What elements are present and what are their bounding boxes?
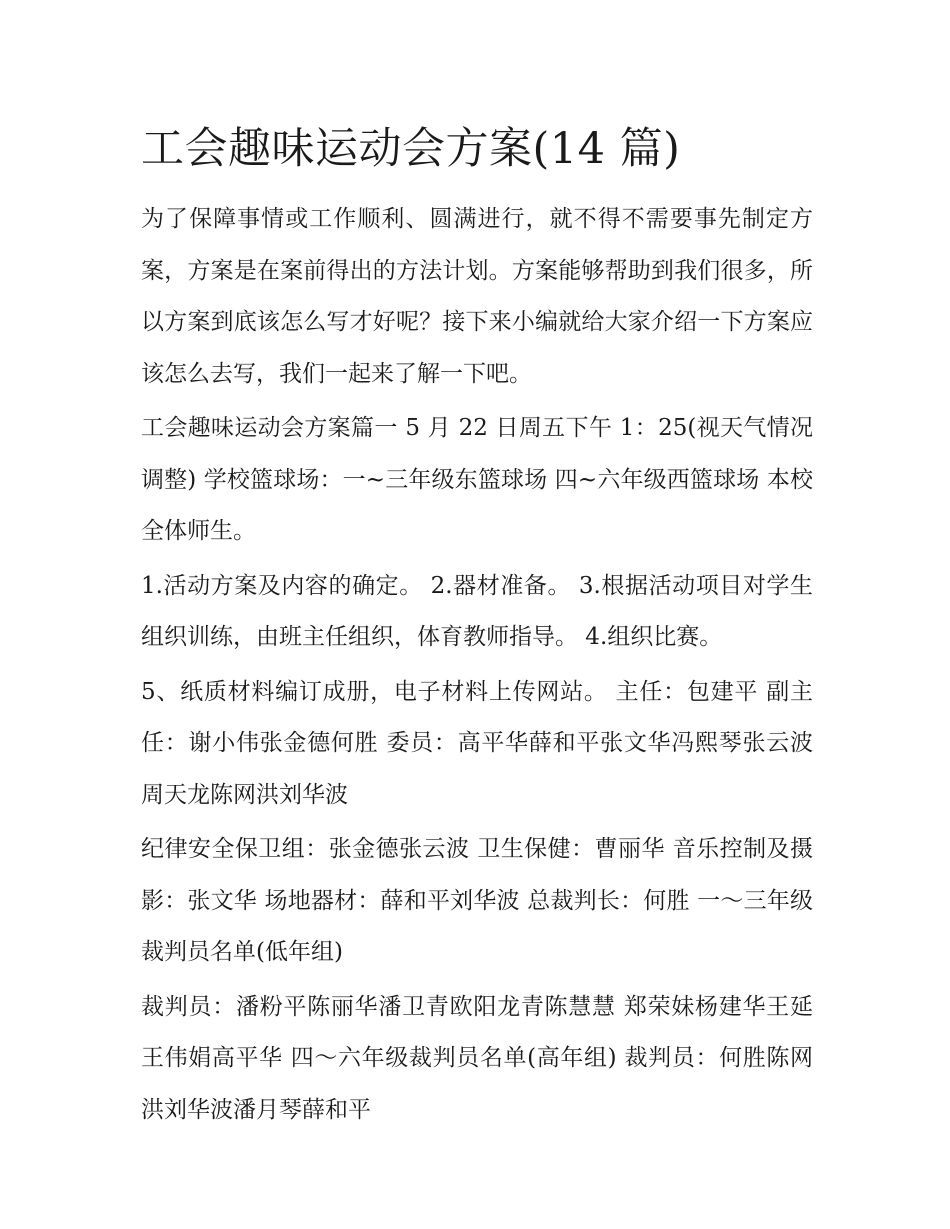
paragraph-work-groups: 纪律安全保卫组：张金德张云波 卫生保健：曹丽华 音乐控制及摄影：张文华 场地器材：薛和平刘华波 总裁判长：何胜 一～三年级裁判员名单(低年组) [141, 836, 813, 965]
paragraph-committee: 5、纸质材料编订成册，电子材料上传网站。 主任：包建平 副主任：谢小伟张金德何胜 委员：高平华薛和平张文华冯熙琴张云波周天龙陈网洪刘华波 [141, 678, 813, 808]
paragraph-preparation-steps: 1.活动方案及内容的确定。 2.器材准备。 3.根据活动项目对学生组织训练，由班主任组织，体育教师指导。 4.组织比赛。 [141, 572, 813, 650]
paragraph-referees: 裁判员：潘粉平陈丽华潘卫青欧阳龙青陈慧慧 郑荣妹杨建华王延王伟娟高平华 四～六年级裁判员名单(高年组) 裁判员：何胜陈网洪刘华波潘月琴薛和平 [141, 993, 813, 1123]
paragraph-plan-one: 工会趣味运动会方案篇一 5 月 22 日周五下午 1：25(视天气情况调整) 学校篮球场：一~三年级东篮球场 四~六年级西篮球场 本校全体师生。 [141, 415, 813, 544]
document-body [141, 118, 813, 1139]
paragraph-intro: 为了保障事情或工作顺利、圆满进行，就不得不需要事先制定方案，方案是在案前得出的方法计划。方案能够帮助到我们很多，所以方案到底该怎么写才好呢？接下来小编就给大家介绍一下方案应该怎么去写，我们一起来了解一下吧。 [141, 206, 813, 387]
document-title: 工会趣味运动会方案(14 篇) [141, 124, 681, 174]
